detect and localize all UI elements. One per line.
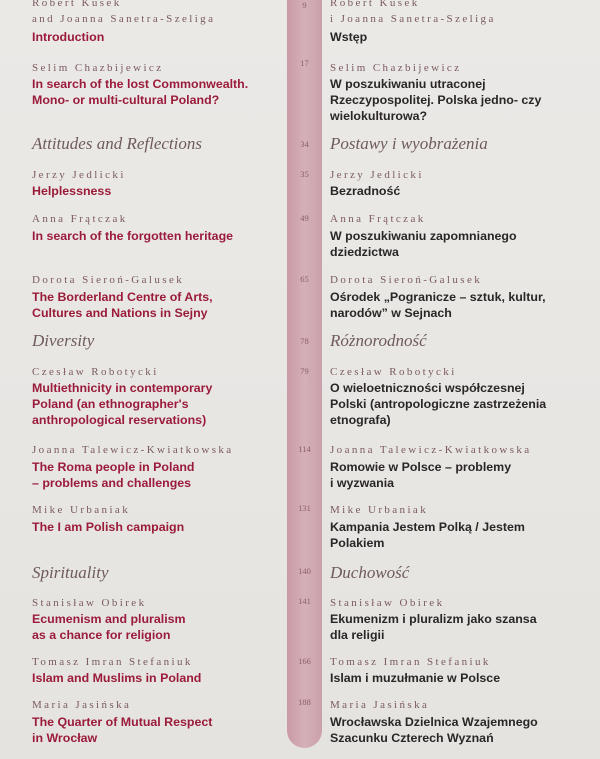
author-pl: Robert Kusek [330,0,420,9]
entry-title-en[interactable] [32,611,186,643]
title-line: Szacunku Czterech Wyznań [330,731,494,745]
title-line: anthropological reservations) [32,413,207,427]
title-line: Bezradność [330,184,401,198]
page-number: 140 [298,566,311,576]
title-line: In search of the lost Commonwealth. [32,77,249,91]
title-line: Cultures and Nations in Sejny [32,306,208,320]
entry-title-en[interactable] [32,519,184,535]
title-line: Islam i muzułmanie w Polsce [330,671,501,685]
title-line: etnografa) [330,413,391,427]
entry-title-en[interactable] [32,670,201,686]
author-pl: Mike Urbaniak [330,504,429,516]
author-pl: Anna Frątczak [330,213,426,225]
title-line: Islam and Muslims in Poland [32,671,202,685]
title-line: – problems and challenges [32,476,192,490]
title-line: Ecumenism and pluralism [32,612,186,626]
author-pl: Dorota Sieroń-Galusek [330,274,483,286]
title-line: Mono- or multi-cultural Poland? [32,93,220,107]
title-line: W poszukiwaniu utraconej [330,77,486,91]
entry-title-pl[interactable] [330,183,400,199]
entry-title-pl[interactable] [330,228,517,260]
author-pl: Maria Jasińska [330,699,430,711]
section-heading-pl: Postawy i wyobrażenia [330,134,488,153]
page-number: 78 [300,336,309,346]
title-line: dla religii [330,628,385,642]
author-en: Czesław Robotycki [32,366,159,378]
title-line: Polski (antropologiczne zastrzeżenia [330,397,547,411]
title-line: Poland (an ethnographer's [32,397,189,411]
title-line: Rzeczypospolitej. Polska jedno- czy [330,93,542,107]
author-pl: i Joanna Sanetra-Szeliga [330,13,496,25]
author-en: Robert Kusek [32,0,122,9]
page-number: 141 [298,596,311,606]
page-number: 79 [300,366,309,376]
section-heading-pl: Duchowość [330,563,410,582]
author-en: Anna Frątczak [32,213,128,225]
author-en: Stanisław Obirek [32,597,147,609]
author-pl: Jerzy Jedlicki [330,169,424,181]
entry-title-en[interactable] [32,714,212,746]
author-pl: Tomasz Imran Stefaniuk [330,656,491,668]
title-line: Wrocławska Dzielnica Wzajemnego [330,715,538,729]
entry-title-en[interactable] [32,183,111,199]
title-line: Kampania Jestem Polką / Jestem [330,520,525,534]
author-en: and Joanna Sanetra-Szeliga [32,13,216,25]
page-number: 166 [298,656,311,666]
page-number: 34 [300,139,309,149]
author-en: Mike Urbaniak [32,504,131,516]
entry-title-pl[interactable] [330,380,546,428]
entry-title-pl[interactable] [330,289,546,321]
author-pl: Joanna Talewicz-Kwiatkowska [330,444,532,456]
page-number: 188 [298,697,311,707]
entry-title-en[interactable] [32,228,233,244]
section-heading-en: Spirituality [32,563,109,582]
author-en: Tomasz Imran Stefaniuk [32,656,193,668]
title-line: dziedzictwa [330,245,399,259]
title-line: Polakiem [330,536,385,550]
page-number: 65 [300,274,309,284]
page-number: 9 [302,0,307,10]
title-line: wielokulturowa? [330,109,428,123]
title-line: O wieloetniczności współczesnej [330,381,525,395]
author-en: Maria Jasińska [32,699,132,711]
author-en: Jerzy Jedlicki [32,169,126,181]
title-line: The Roma people in Poland [32,460,195,474]
author-en: Dorota Sieroń-Galusek [32,274,185,286]
entry-title-pl[interactable] [330,76,541,124]
title-line: Romowie w Polsce – problemy [330,460,512,474]
entry-title-en[interactable] [32,289,213,321]
entry-title-pl[interactable] [330,670,500,686]
entry-title-en[interactable] [32,76,248,108]
title-line: Wstęp [330,30,368,44]
entry-title-pl[interactable] [330,459,511,491]
title-line: Ośrodek „Pogranicze – sztuk, kultur, [330,290,546,304]
title-line: Introduction [32,30,105,44]
entry-title-pl[interactable] [330,611,537,643]
page-number: 114 [298,444,311,454]
author-en: Selim Chazbijewicz [32,62,164,74]
entry-title-pl[interactable] [330,29,367,45]
title-line: in Wrocław [32,731,98,745]
title-line: i wyzwania [330,476,395,490]
author-pl: Selim Chazbijewicz [330,62,462,74]
page-number: 131 [298,503,311,513]
title-line: W poszukiwaniu zapomnianego [330,229,517,243]
page-number: 35 [300,169,309,179]
author-pl: Stanisław Obirek [330,597,445,609]
title-line: The I am Polish campaign [32,520,185,534]
author-pl: Czesław Robotycki [330,366,457,378]
title-line: as a chance for religion [32,628,171,642]
title-line: Ekumenizm i pluralizm jako szansa [330,612,537,626]
author-en: Joanna Talewicz-Kwiatkowska [32,444,234,456]
section-heading-pl: Różnorodność [330,331,427,350]
title-line: narodów” w Sejnach [330,306,452,320]
title-line: Helplessness [32,184,112,198]
entry-title-en[interactable] [32,380,212,428]
title-line: Multiethnicity in contemporary [32,381,213,395]
entry-title-pl[interactable] [330,714,538,746]
page-number: 17 [300,58,309,68]
entry-title-en[interactable] [32,29,104,45]
entry-title-en[interactable] [32,459,194,491]
section-heading-en: Diversity [32,331,95,350]
entry-title-pl[interactable] [330,519,525,551]
page-number: 49 [300,213,309,223]
section-heading-en: Attitudes and Reflections [32,134,202,153]
title-line: The Quarter of Mutual Respect [32,715,213,729]
title-line: The Borderland Centre of Arts, [32,290,213,304]
title-line: In search of the forgotten heritage [32,229,234,243]
